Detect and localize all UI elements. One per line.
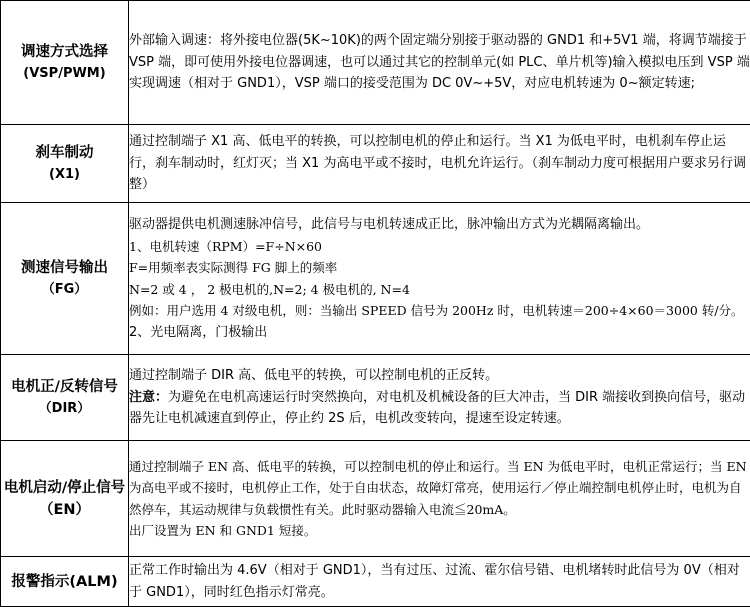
note-text: 为避免在电机高速运行时突然换向，对电机及机械设备的巨大冲击，当 DIR 端接收到换向信号，驱动器先让电机减速直到停止，停止约 2S 后，电机改变转向，提速至设定转速。: [129, 390, 745, 427]
label-code: （DIR）: [1, 398, 128, 420]
desc-line: 外部输入调速：将外接电位器(5K~10K)的两个固定端分别接于驱动器的 GND1 和+5V1 端，将调节端接于 VSP 端，即可使用外接电位器调速，也可以通过其它的控制单元(如 PLC、单片机等)输入模拟电压到 VSP 端实现调速（相对于 GND1），VSP 端口的接受范围为 DC 0V~+5V，对应电机转速为 0~额定转速;: [129, 30, 750, 95]
desc-line: 例如：用户选用 4 对级电机，则：当输出 SPEED 信号为 200Hz 时，电机转速＝200÷4×60＝3000 转/分。: [129, 300, 750, 322]
label-title: 电机启动/停止信号（EN）: [4, 480, 125, 518]
row-enable: [1, 441, 750, 557]
label-code: (X1): [1, 164, 128, 186]
desc-line: N=2 或 4 ， 2 极电机的,N=2; 4 极电机的, N=4: [129, 279, 750, 301]
desc-line: 出厂设置为 EN 和 GND1 短接。: [129, 520, 750, 542]
row-speed-mode: [1, 1, 750, 125]
row-brake: [1, 125, 750, 203]
row-description: [129, 557, 750, 607]
row-speed-signal: [1, 203, 750, 355]
row-label: [1, 441, 129, 557]
row-description: [129, 125, 750, 203]
label-title: 报警指示(ALM): [11, 574, 117, 590]
row-label: [1, 557, 129, 607]
label-title: 测速信号输出: [21, 260, 108, 276]
desc-line: 通过控制端子 EN 高、低电平的转换，可以控制电机的停止和运行。当 EN 为低电平时，电机正常运行；当 EN 为高电平或不接时，电机停止工作，处于自由状态，故障灯常亮，使用运行／停止端控制电机停止时，电机为自然停车，其运动规律与负载惯性有关。此时驱动器输入电流≦20mA。: [129, 456, 750, 521]
row-description: [129, 203, 750, 355]
row-description: [129, 1, 750, 125]
row-description: [129, 441, 750, 557]
desc-line: 正常工作时输出为 4.6V（相对于 GND1），当有过压、过流、霍尔信号错、电机堵转时此信号为 0V（相对于 GND1），同时红色指示灯常亮。: [129, 560, 750, 603]
label-code: （FG）: [1, 279, 128, 301]
desc-line: 通过控制端子 X1 高、低电平的转换，可以控制电机的停止和运行。当 X1 为低电平时，电机刹车停止运行，刹车制动时，红灯灭；当 X1 为高电平或不接时，电机允许运行。（刹车制动力度可根据用户要求另行调整）: [129, 131, 750, 196]
row-label: [1, 1, 129, 125]
label-title: 调速方式选择: [21, 44, 108, 60]
row-label: [1, 355, 129, 441]
label-title: 电机正/反转信号: [11, 379, 118, 395]
desc-line: 1、电机转速（RPM）=F÷N×60: [129, 236, 750, 258]
desc-line: 2、光电隔离，门极输出: [129, 322, 750, 344]
row-alarm: [1, 557, 750, 607]
label-code: (VSP/PWM): [1, 63, 128, 85]
desc-note: [129, 387, 750, 430]
desc-line: 驱动器提供电机测速脉冲信号，此信号与电机转速成正比，脉冲输出方式为光耦隔离输出。: [129, 214, 750, 236]
desc-line: F=用频率表实际测得 FG 脚上的频率: [129, 257, 750, 279]
desc-line: 通过控制端子 DIR 高、低电平的转换，可以控制电机的正反转。: [129, 365, 750, 387]
row-label: [1, 203, 129, 355]
row-direction: [1, 355, 750, 441]
row-description: [129, 355, 750, 441]
note-label: 注意：: [129, 390, 168, 405]
row-label: [1, 125, 129, 203]
label-title: 刹车制动: [36, 145, 94, 161]
